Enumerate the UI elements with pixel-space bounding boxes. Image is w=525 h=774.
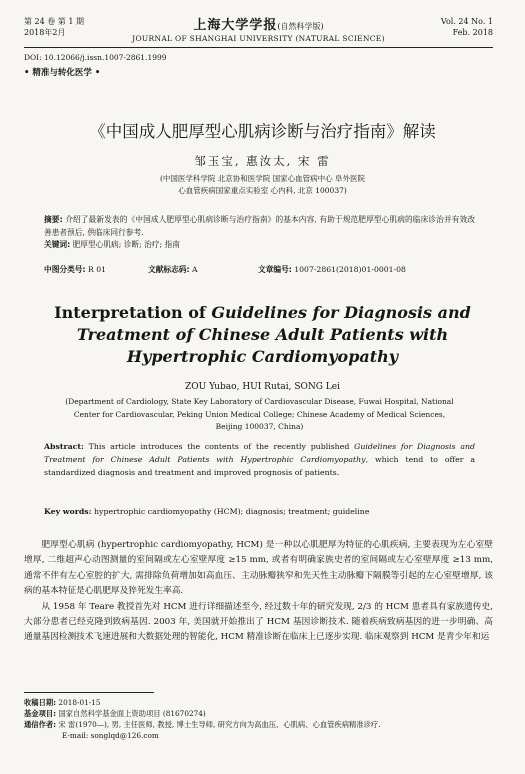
- footnote: [24, 697, 493, 741]
- abstract-en: Abstract: This article introduces the contents of the recently published Guidelines for Diagnosis and Treatment for Chinese Adult Patients with Hypertrophic Cardiomyopathy, which tend to offer a standardized diagnosis and treatment and improved prognosis of patients.: [44, 442, 476, 477]
- corresponding-author: 通信作者: 宋 雷(1970—), 男, 主任医师, 教授, 博士生导师, 研究方向为高血压、心肌病、心血管疾病精准诊疗.: [24, 720, 381, 729]
- keywords-en-label: Key words:: [44, 507, 92, 516]
- body-paragraph-1: 肥厚型心肌病 (hypertrophic cardiomyopathy, HCM) 是一种以心肌肥厚为特征的心肌疾病, 主要表现为左心室壁增厚, 二维超声心动图测量的室间隔或左心室壁厚度 ≥15 mm, 或者有明确家族史者的室间隔或左心室壁厚度 ≥13 mm, 通常不伴有左心室腔的扩大, 需排除负荷增加如高血压、主动脉瓣狭窄和先天性主动脉瓣下隔膜等引起的左心室壁增厚, 该病的基本特征是心肌肥厚及猝死发生率高.: [24, 540, 493, 597]
- received-date: 收稿日期: 2018-01-15: [24, 698, 101, 707]
- header-date-cn: 2018年2月: [24, 28, 66, 37]
- journal-logo: 上海大学学报(自然科学版): [193, 18, 324, 33]
- affiliation-en: (Department of Cardiology, State Key Laboratory of Cardiovascular Disease, Fuwai Hospital, National Center for Cardiovascular, Peking Union Medical College; Chinese Academy of Medical Sciences, Beijing 100037, China): [65, 397, 454, 431]
- doi: DOI: 10.12066/j.issn.1007-2861.1999: [24, 53, 167, 62]
- keywords-cn: 关键词: 肥厚型心肌病; 诊断; 治疗; 指南: [44, 240, 180, 249]
- document-code: 文献标志码: A: [148, 265, 198, 274]
- affiliation-cn-line1: (中国医学科学院 北京协和医学院 国家心血管病中心 阜外医院: [159, 174, 366, 183]
- header-volume-issue: 第 24 卷 第 1 期: [24, 17, 84, 26]
- keywords-cn-label: 关键词:: [44, 240, 71, 249]
- body-paragraph-2: 从 1958 年 Teare 教授首先对 HCM 进行详细描述至今, 经过数十年的研究发现, 2/3 的 HCM 患者具有家族遗传史, 大部分患者已经克隆到致病基因. 2003 年, 美国就开始推出了 HCM 基因诊断技术. 随着疾病致病基因的进一步明确、高通量基因检测技术飞速进展和大数据处理的智能化, HCM 精准诊断在临床上已逐步实现. 临床观察到 HCM 是青少年和运: [24, 601, 493, 643]
- body-text: [24, 538, 493, 646]
- title-en: Interpretation of Guidelines for Diagnosis and Treatment of Chinese Adult Patients with Hypertrophic Cardiomyopathy: [54, 303, 471, 366]
- affiliation-cn: [0, 173, 525, 197]
- header-vol-no: Vol. 24 No. 1: [440, 17, 493, 26]
- journal-edition: (自然科学版): [277, 22, 324, 31]
- footnote-rule: [24, 692, 154, 693]
- authors-en: ZOU Yubao, HUI Rutai, SONG Lei: [185, 382, 340, 392]
- header-rule: [24, 47, 493, 48]
- header-volume-en: [441, 16, 493, 38]
- author-email: E-mail: songlqd@126.com: [62, 731, 159, 740]
- header-volume-cn: [24, 16, 84, 38]
- fund-project: 基金项目: 国家自然科学基金面上资助项目 (81670274): [24, 709, 206, 718]
- abstract-cn-label: 摘要:: [44, 215, 63, 224]
- journal-name: [124, 14, 393, 43]
- journal-name-en: JOURNAL OF SHANGHAI UNIVERSITY (NATURAL SCIENCE): [132, 34, 385, 43]
- abstract-en-label: Abstract:: [44, 442, 84, 451]
- keywords-en: Key words: hypertrophic cardiomyopathy (HCM); diagnosis; treatment; guideline: [44, 507, 370, 516]
- classification-line: [44, 264, 475, 276]
- affiliation-cn-line2: 心血管疾病国家重点实验室 心内科, 北京 100037): [178, 186, 347, 195]
- header-date-en: Feb. 2018: [452, 28, 493, 37]
- running-header: [24, 14, 493, 50]
- abstract-cn-text: 摘要: 介绍了最新发表的《中国成人肥厚型心肌病诊断与治疗指南》的基本内容, 有助于规范肥厚型心肌病的临床诊治并有效改善患者预后, 供临床同行参考.: [44, 215, 475, 237]
- title-cn: 《中国成人肥厚型心肌病诊断与治疗指南》解读: [89, 122, 436, 141]
- authors-cn: 邹玉宝, 惠汝太, 宋 雷: [194, 154, 331, 168]
- abstract-cn: [44, 214, 475, 252]
- article-id: 文章编号: 1007-2861(2018)01-0001-08: [258, 265, 406, 274]
- section-label: • 精准与转化医学 •: [24, 68, 101, 78]
- clc-number: 中图分类号: R 01: [44, 265, 106, 274]
